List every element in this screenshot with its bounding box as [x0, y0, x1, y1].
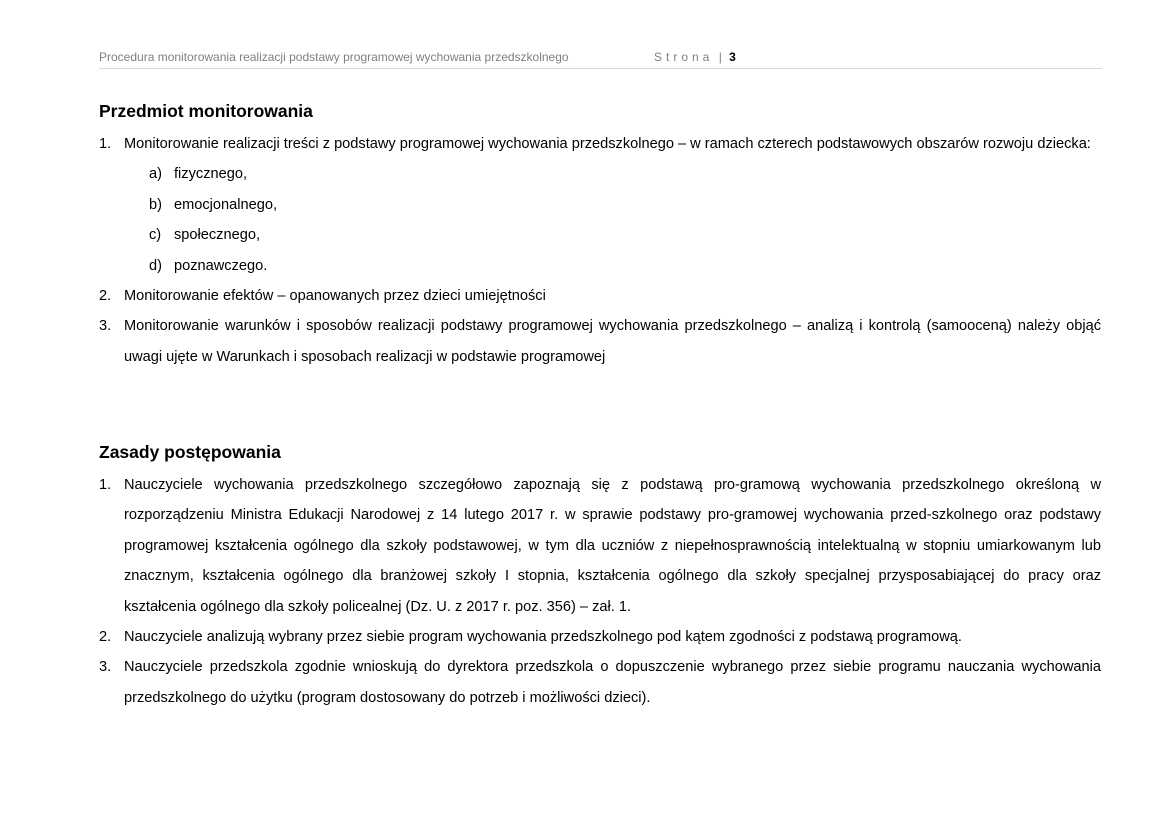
list-item-text: Nauczyciele wychowania przedszkolnego szczegółowo zapoznają się z podstawą pro-gramową wychowania przedszkolnego określoną w rozporządzeniu Ministra Edukacji Narodowej z 14 lutego 2017 r. w sprawie podstawy pro-gramowej wychowania przed-szkolnego oraz podstawy programowej kształcenia ogólnego dla szkoły podstawowej, w tym dla uczniów z niepełnosprawnością intelektualną w stopniu umiarkowanym lub znacznym, kształcenia ogólnego dla branżowej szkoły I stopnia, kształcenia ogólnego dla szkoły specjalnej przysposabiającej do pracy oraz kształcenia ogólnego dla szkoły policealnej (Dz. U. z 2017 r. poz. 356) – zał. 1. — [124, 477, 1101, 615]
sub-list-marker: b) — [149, 196, 162, 213]
header-title: Procedura monitorowania realizacji podstawy programowej wychowania przedszkolnego — [99, 50, 569, 64]
sub-list-marker: d) — [149, 257, 162, 274]
list-item-text: Nauczyciele analizują wybrany przez siebie program wychowania przedszkolnego pod kątem zgodności z podstawą programową. — [124, 629, 962, 646]
list-number: 2. — [99, 629, 112, 646]
sub-list-text: społecznego, — [174, 227, 261, 244]
page-label: Strona — [654, 50, 714, 64]
sub-list-item — [99, 159, 1101, 189]
header-page-number — [654, 50, 736, 64]
page-number: 3 — [729, 50, 736, 64]
page-header — [99, 48, 1102, 69]
list-item-text: Monitorowanie warunków i sposobów realizacji podstawy programowej wychowania przedszkolnego – analizą i kontrolą (samooceną) należy objąć uwagi ujęte w Warunkach i sposobach realizacji w podstawie programowej — [124, 318, 1101, 365]
sub-list-text: emocjonalnego, — [174, 196, 278, 213]
sub-list-text: poznawczego. — [174, 257, 268, 274]
list-number: 1. — [99, 477, 112, 493]
sub-list-item — [99, 220, 1101, 250]
page-separator: | — [718, 50, 722, 64]
monitoring-list — [99, 129, 1101, 372]
list-item — [99, 311, 1101, 372]
list-number: 3. — [99, 318, 112, 335]
sub-list-item — [99, 190, 1101, 220]
list-item — [99, 652, 1101, 713]
list-item-text: Monitorowanie realizacji treści z podstawy programowej wychowania przedszkolnego – w ramach czterech podstawowych obszarów rozwoju dziecka: — [124, 136, 1091, 152]
sub-list-marker: a) — [149, 166, 162, 183]
sub-list-item — [99, 251, 1101, 281]
list-item — [99, 129, 1101, 159]
section-heading: Zasady postępowania — [99, 442, 281, 462]
list-number: 1. — [99, 136, 112, 152]
list-number: 2. — [99, 288, 112, 305]
section-monitoring-subject — [99, 99, 1101, 372]
list-item — [99, 470, 1101, 622]
list-item — [99, 622, 1101, 652]
list-item — [99, 281, 1101, 311]
procedure-list — [99, 470, 1101, 713]
list-item-text: Monitorowanie efektów – opanowanych przez dzieci umiejętności — [124, 288, 546, 305]
list-number: 3. — [99, 659, 112, 676]
list-item-text: Nauczyciele przedszkola zgodnie wnioskują do dyrektora przedszkola o dopuszczenie wybranego przez siebie programu nauczania wychowania przedszkolnego do użytku (program dostosowany do potrzeb i możliwości dzieci). — [124, 659, 1101, 706]
section-procedure-rules — [99, 440, 1101, 713]
section-heading: Przedmiot monitorowania — [99, 101, 313, 121]
sub-list-marker: c) — [149, 227, 162, 244]
sub-list-text: fizycznego, — [174, 166, 248, 183]
